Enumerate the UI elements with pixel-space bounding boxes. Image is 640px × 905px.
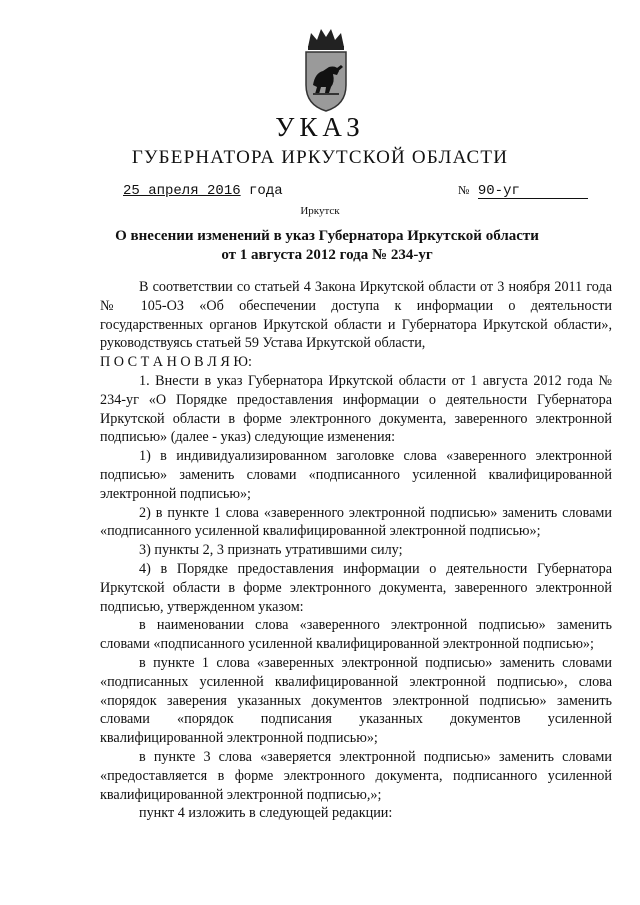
paragraph-1-3: 3) пункты 2, 3 признать утратившими силу; — [139, 542, 403, 559]
paragraph-1-4-b: в пункте 1 слова «заверенных электронной подписью» заменить словами «подписанных усиленной квалифицированной электронной подписью», слова «порядок заверения указанных документов электронной подписью» заменить словами «порядок подписания указанных документов усиленной квалифицированной электронной подписью»; — [100, 654, 612, 747]
irkutsk-coat-of-arms-icon — [303, 27, 349, 113]
decree-word: П О С Т А Н О В Л Я Ю: — [100, 354, 252, 371]
paragraph-1-2: 2) в пункте 1 слова «заверенного электронной подписью» заменить словами «подписанного усиленной квалифицированной электронной подписью»; — [100, 504, 612, 540]
decree-date-value: 25 апреля 2016 — [123, 183, 241, 199]
number-sign: № — [458, 183, 470, 197]
preamble-paragraph: В соответствии со статьей 4 Закона Иркутской области от 3 ноября 2011 года № 105-ОЗ «Об обеспечении доступа к информации о деятельности государственных органов Иркутской области и Губернатора Иркутской области», руководствуясь статьей 59 Устава Иркутской области, — [100, 279, 612, 352]
document-subtitle: ГУБЕРНАТОРА ИРКУТСКОЙ ОБЛАСТИ — [131, 147, 509, 168]
decree-date-suffix: года — [249, 183, 283, 199]
decree-heading-line1: О внесении изменений в указ Губернатора Иркутской области — [115, 228, 539, 244]
paragraph-1: 1. Внести в указ Губернатора Иркутской области от 1 августа 2012 года № 234-уг «О Порядке предоставления информации о деятельности Губернатора Иркутской области в форме электронного документа, заверенного электронной подписью» (далее - указ) следующие изменения: — [100, 372, 612, 446]
decree-number-value: 90-уг — [478, 184, 588, 199]
decree-city: Иркутск — [300, 205, 340, 217]
paragraph-1-4: 4) в Порядке предоставления информации о деятельности Губернатора Иркутской области в форме электронного документа, заверенного электронной подписью, утвержденном указом: — [100, 560, 612, 615]
decree-body — [100, 278, 612, 823]
paragraph-1-4-d: пункт 4 изложить в следующей редакции: — [139, 805, 393, 822]
paragraph-1-1: 1) в индивидуализированном заголовке слова «заверенного электронной подписью» заменить словами «подписанного усиленной квалифицированной электронной подписью»; — [100, 448, 612, 502]
decree-heading-line2: от 1 августа 2012 года № 234-уг — [221, 247, 433, 263]
paragraph-1-4-a: в наименовании слова «заверенного электронной подписью» заменить словами «подписанного усиленной квалифицированной электронной подписью»; — [100, 617, 612, 653]
decree-heading — [100, 227, 554, 265]
paragraph-1-4-c: в пункте 3 слова «заверяется электронной подписью» заменить словами «предоставляется в форме электронного документа, подписанного усиленной квалифицированной электронной подписью,»; — [100, 748, 612, 803]
decree-date — [123, 183, 283, 199]
decree-number — [458, 183, 588, 199]
document-title: УКАЗ — [275, 112, 365, 142]
